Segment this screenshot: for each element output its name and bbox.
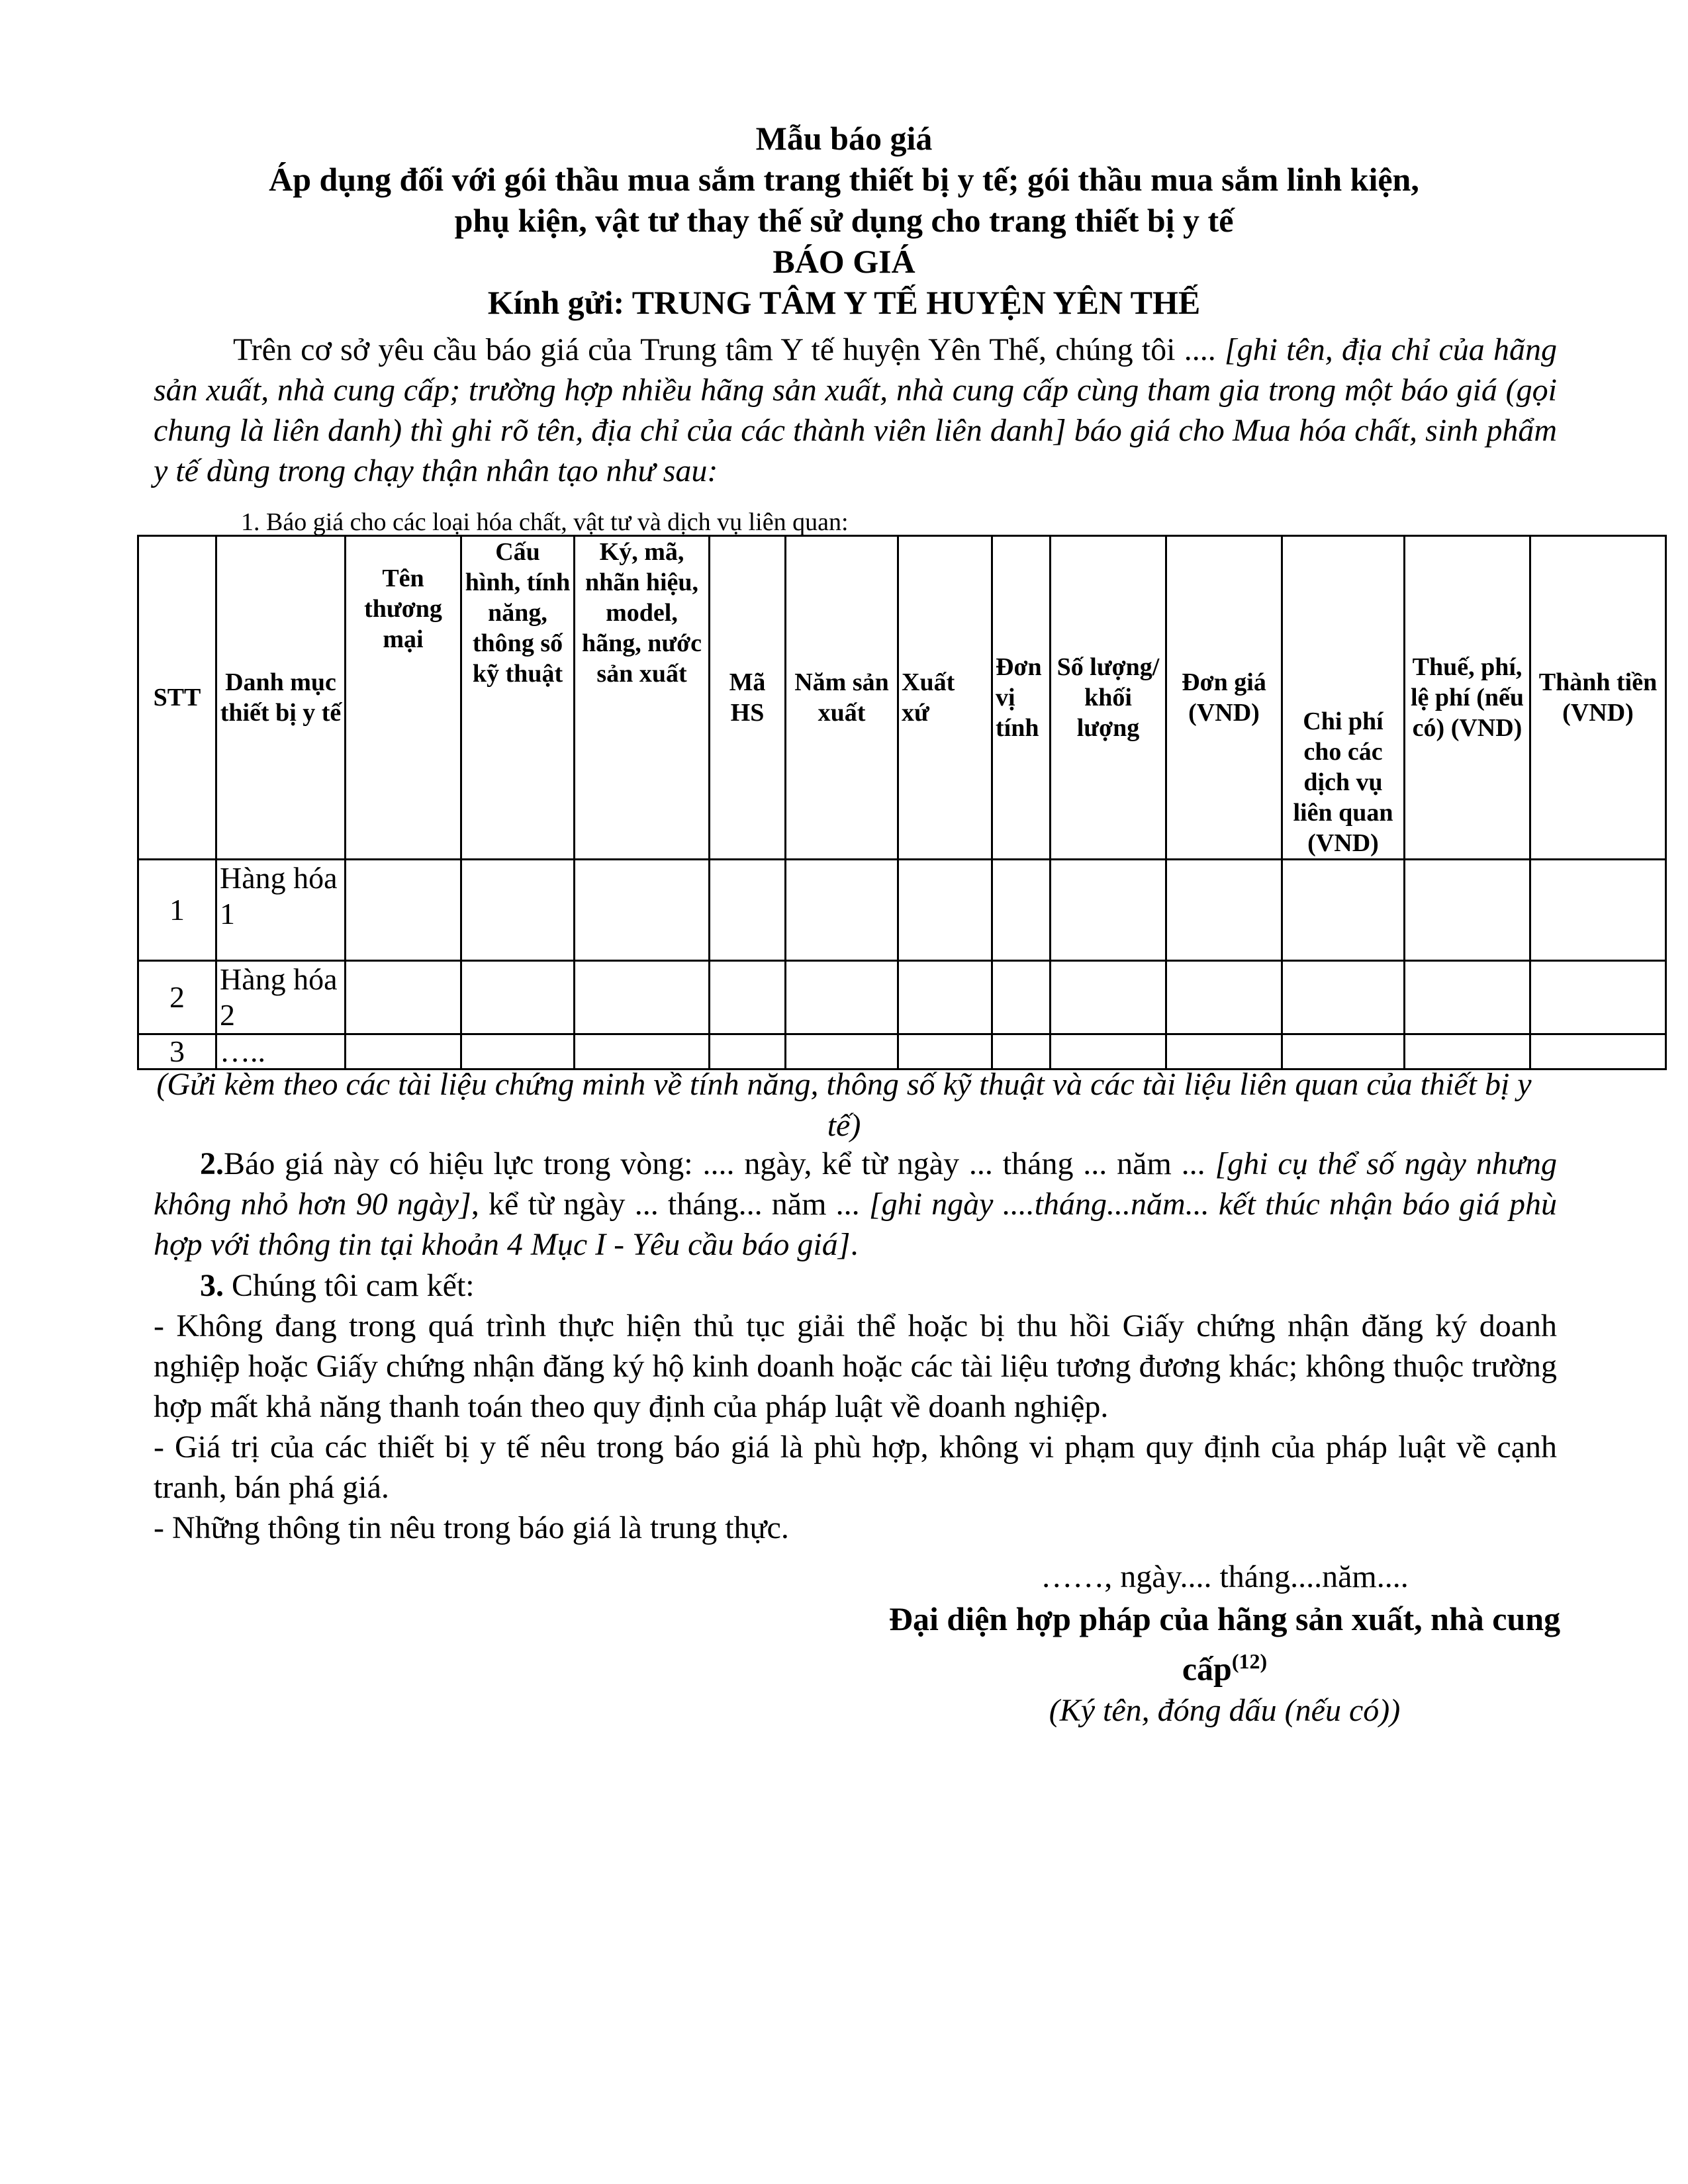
col-header-quantity: Số lượng/ khối lượng (1051, 536, 1166, 860)
representative-text: Đại diện hợp pháp của hãng sản xuất, nhà cung cấp (888, 1600, 1561, 1688)
commitment-item: - Những thông tin nêu trong báo giá là trung thực. (154, 1510, 789, 1545)
commitment-item: - Giá trị của các thiết bị y tế nêu trong báo giá là phù hợp, không vi phạm quy định của pháp luật về cạnh tranh, bán phá giá. (154, 1430, 1557, 1505)
quotation-table (137, 535, 1667, 1070)
section-2-text-1: Báo giá này có hiệu lực trong vòng: .... ngày, kể từ ngày ... tháng ... năm ... (224, 1146, 1215, 1181)
section-2-end: . (850, 1227, 859, 1262)
section-2-italic-1: [ghi cụ thể số ngày nhưng không nhỏ hơn 90 ngày] (154, 1146, 1558, 1222)
signature-date-line: ……, ngày.... tháng....năm.... (1041, 1559, 1409, 1594)
table-row (138, 961, 1666, 1034)
row-stt: 1 (138, 860, 216, 961)
table-header-row (138, 536, 1666, 860)
section-2-number: 2. (200, 1146, 224, 1181)
subtitle-line-1: Áp dụng đối với gói thầu mua sắm trang thiết bị y tế; gói thầu mua sắm linh kiện, (269, 161, 1419, 198)
row-item-name: ….. (216, 1034, 346, 1069)
section-3-heading: Chúng tôi cam kết: (224, 1268, 475, 1303)
intro-italic-text: [ghi tên, địa chỉ của hãng sản xuất, nhà cung cấp; trường hợp nhiều hãng sản xuất, nhà cung cấp cùng tham gia trong một báo giá (gọi chung là liên danh) thì ghi rõ tên, địa chỉ của các thành viên liên danh] báo giá cho Mua hóa chất, sinh phẩm y tế dùng trong chạy thận nhân tạo như sau: (154, 332, 1557, 488)
section-2-paragraph (154, 1144, 1557, 1265)
recipient: Kính gửi: TRUNG TÂM Y TẾ HUYỆN YÊN THẾ (487, 284, 1201, 321)
attachment-note: (Gửi kèm theo các tài liệu chứng minh về tính năng, thông số kỹ thuật và các tài liệu liên quan của thiết bị y tế) (156, 1067, 1532, 1143)
row-stt: 3 (138, 1034, 216, 1069)
col-header-total: Thành tiền (VND) (1530, 536, 1666, 860)
section-3-number: 3. (200, 1268, 224, 1303)
col-header-year-of-manufacture: Năm sản xuất (786, 536, 898, 860)
document-title: BÁO GIÁ (773, 243, 915, 280)
col-header-unit: Đơn vị tính (992, 536, 1051, 860)
title-block (152, 118, 1536, 323)
stamp-note: (Ký tên, đóng dấu (nếu có)) (1049, 1692, 1401, 1728)
col-header-configuration: Cấu hình, tính năng, thông số kỹ thuật (461, 536, 575, 860)
signature-block (861, 1557, 1589, 1731)
section-2-text-2: , kể từ ngày ... tháng... năm ... (471, 1187, 869, 1222)
section-3-heading-line (154, 1265, 1557, 1306)
footnote-ref: (12) (1231, 1649, 1268, 1673)
representative-title (861, 1598, 1589, 1690)
intro-text: Trên cơ sở yêu cầu báo giá của Trung tâm Y tế huyện Yên Thế, chúng tôi .... (233, 332, 1225, 367)
col-header-stt: STT (138, 536, 216, 860)
table-row (138, 860, 1666, 961)
col-header-model-brand: Ký, mã, nhãn hiệu, model, hãng, nước sản xuất (575, 536, 710, 860)
form-title: Mẫu báo giá (755, 120, 933, 157)
section-2-italic-2: [ghi ngày ....tháng...năm... kết thúc nhận báo giá phù hợp với thông tin tại khoản 4 Mục I - Yêu cầu báo giá] (154, 1187, 1558, 1262)
section-1-label: 1. Báo giá cho các loại hóa chất, vật tư và dịch vụ liên quan: (241, 508, 849, 536)
col-header-item-list: Danh mục thiết bị y tế (216, 536, 346, 860)
row-stt: 2 (138, 961, 216, 1034)
intro-paragraph (154, 330, 1557, 491)
col-header-trade-name: Tên thương mại (346, 536, 461, 860)
col-header-origin: Xuất xứ (898, 536, 992, 860)
section-3 (154, 1265, 1557, 1548)
subtitle-line-2: phụ kiện, vật tư thay thế sử dụng cho trang thiết bị y tế (454, 202, 1234, 239)
col-header-hs-code: Mã HS (710, 536, 786, 860)
row-item-name: Hàng hóa 2 (216, 961, 346, 1034)
commitment-item: - Không đang trong quá trình thực hiện thủ tục giải thể hoặc bị thu hồi Giấy chứng nhận đăng ký doanh nghiệp hoặc Giấy chứng nhận đăng ký hộ kinh doanh hoặc các tài liệu tương đương khác; không thuộc trường hợp mất khả năng thanh toán theo quy định của pháp luật về doanh nghiệp. (154, 1308, 1557, 1424)
col-header-service-cost: Chi phí cho các dịch vụ liên quan (VND) (1282, 536, 1405, 860)
col-header-unit-price: Đơn giá (VND) (1166, 536, 1282, 860)
col-header-taxes-fees: Thuế, phí, lệ phí (nếu có) (VND) (1405, 536, 1530, 860)
row-item-name: Hàng hóa 1 (216, 860, 346, 961)
